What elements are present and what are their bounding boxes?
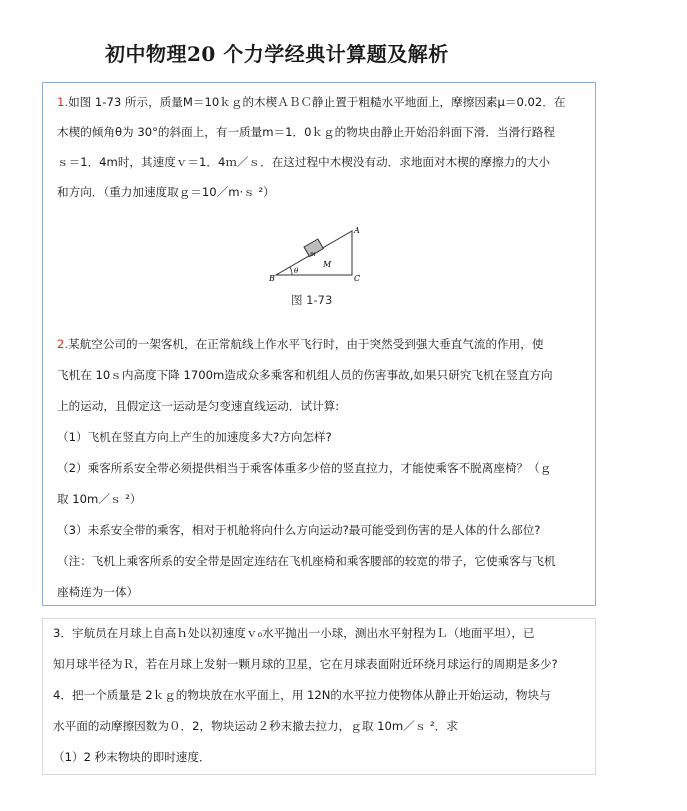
q3-line-2: 知月球半径为Ｒ，若在月球上发射一颗月球的卫星，它在月球表面附近环绕月球运行的周期是多少? bbox=[53, 657, 558, 671]
figure-caption: 图 1-73 bbox=[291, 293, 333, 307]
q2-line-9: 座椅连为一体） bbox=[57, 585, 139, 599]
wedge-figure bbox=[268, 223, 368, 295]
q1-number: 1. bbox=[57, 95, 69, 109]
q2-line-6: 取 10m／ｓ ²） bbox=[57, 492, 142, 506]
label-theta: θ bbox=[294, 267, 299, 275]
q1-line-2: 木楔的倾角θ为 30°的斜面上，有一质量m＝1．0ｋｇ的物块由静止开始沿斜面下滑．当滑行路程 bbox=[57, 125, 555, 139]
q4-line-3: （1）2 秒末物块的即时速度． bbox=[53, 750, 211, 764]
q2-line-3: 上的运动，且假定这一运动是匀变速直线运动．试计算: bbox=[57, 399, 340, 413]
q1-line-1 bbox=[57, 94, 565, 110]
label-m: m bbox=[310, 251, 316, 258]
q2-line-4: （1）飞机在竖直方向上产生的加速度多大?方向怎样? bbox=[57, 430, 332, 444]
q2-line-7: （3）未系安全带的乘客，相对于机舱将向什么方向运动?最可能受到伤害的是人体的什么部位? bbox=[57, 523, 541, 537]
angle-arc bbox=[290, 267, 292, 275]
q3-line-1: 3．宇航员在月球上自高ｈ处以初速度ｖ₀水平抛出一小球，测出水平射程为Ｌ（地面平坦），已 bbox=[53, 626, 535, 640]
q1-line-3: ｓ＝1．4m时，其速度ｖ＝1．4ｍ／ｓ．在这过程中木楔没有动．求地面对木楔的摩擦力的大小 bbox=[57, 155, 550, 169]
q1-text-1: 如图 1-73 所示，质量M＝10ｋｇ的木楔ＡＢＣ静止置于粗糙水平地面上，摩擦因素μ＝0.02．在 bbox=[68, 95, 566, 109]
label-A: A bbox=[354, 226, 360, 235]
label-B: B bbox=[269, 274, 275, 283]
q1-line-4: 和方向．（重力加速度取ｇ＝10／m·ｓ ²） bbox=[57, 185, 275, 199]
question-1-2-box bbox=[42, 82, 596, 606]
label-M: M bbox=[323, 260, 332, 269]
q4-line-2: 水平面的动摩擦因数为０．2，物块运动２秒末撤去拉力，ｇ取 10m／ｓ ²．求 bbox=[53, 719, 458, 733]
label-C: C bbox=[354, 274, 361, 283]
q2-line-1 bbox=[57, 336, 543, 352]
q2-line-8: （注：飞机上乘客所系的安全带是固定连结在飞机座椅和乘客腰部的较宽的带子，它使乘客与飞机 bbox=[57, 554, 556, 568]
question-3-4-box bbox=[42, 618, 596, 775]
q2-line-5: （2）乘客所系安全带必须提供相当于乘客体重多少倍的竖直拉力，才能使乘客不脱离座椅？（ｇ bbox=[57, 461, 552, 475]
q2-text-1: 某航空公司的一架客机，在正常航线上作水平飞行时，由于突然受到强大垂直气流的作用，使 bbox=[68, 337, 544, 351]
page-title: 初中物理20 个力学经典计算题及解析 bbox=[105, 42, 449, 66]
q2-number: 2. bbox=[57, 337, 69, 351]
q4-line-1: 4．把一个质量是 2ｋｇ的物块放在水平面上，用 12N的水平拉力使物体从静止开始运动，物块与 bbox=[53, 688, 551, 702]
q2-line-2: 飞机在 10ｓ内高度下降 1700m造成众多乘客和机组人员的伤害事故,如果只研究飞机在竖直方向 bbox=[57, 368, 553, 382]
